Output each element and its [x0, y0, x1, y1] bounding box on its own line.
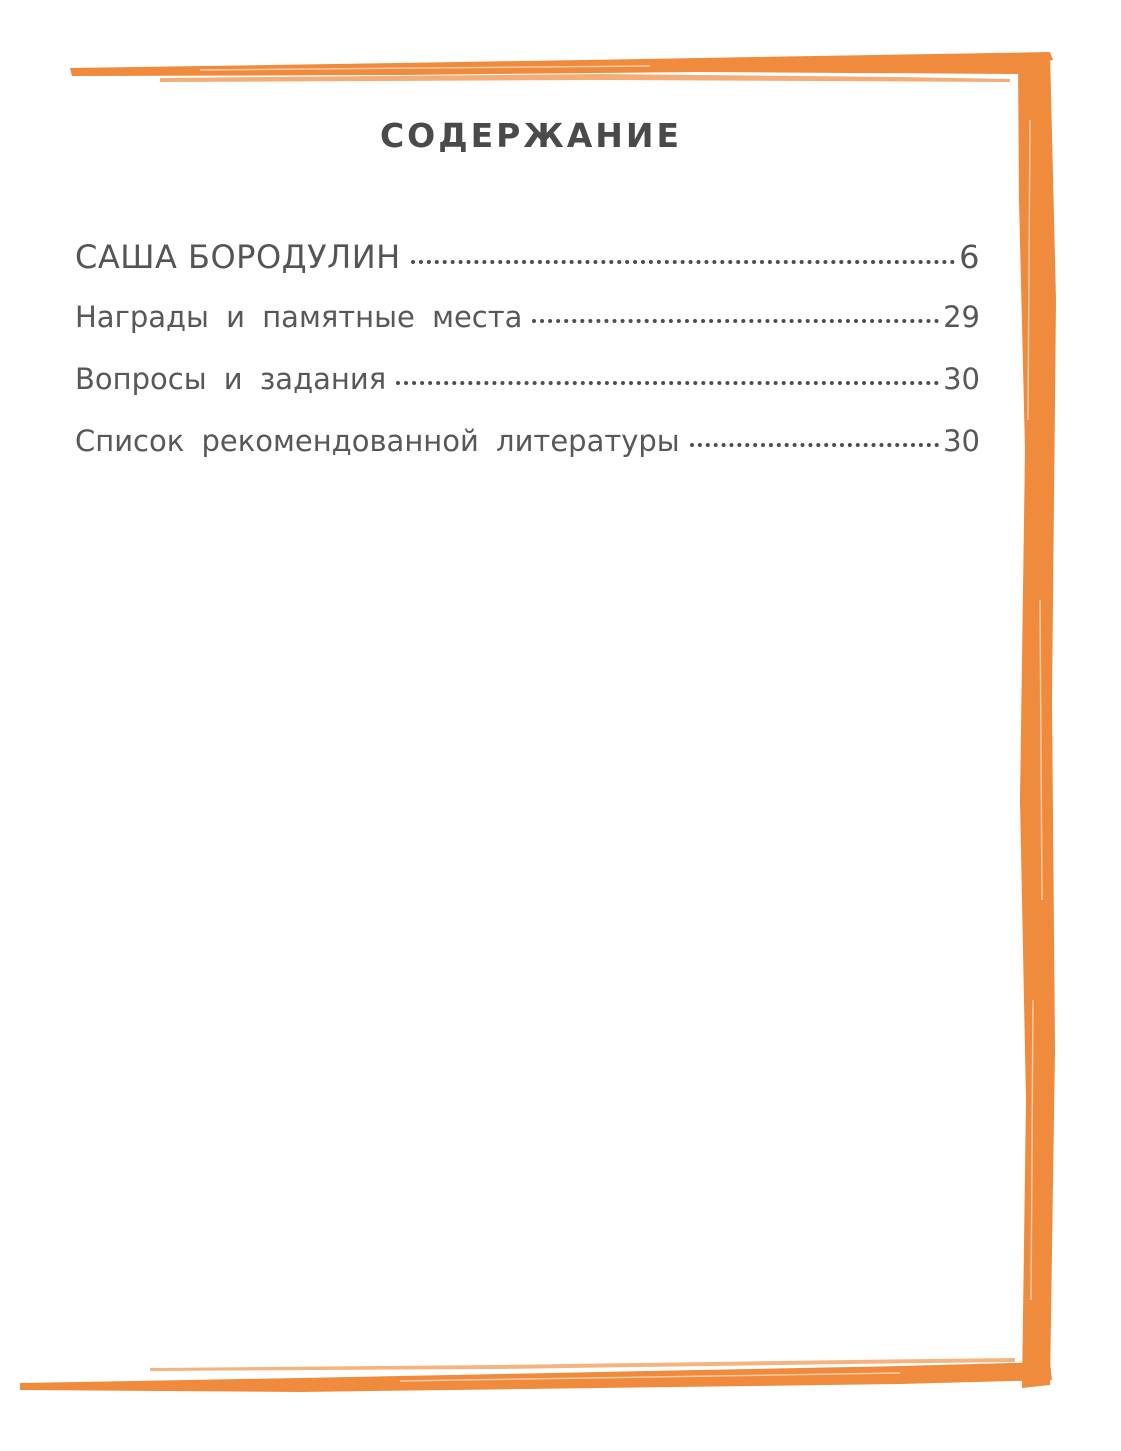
toc-leader-dots [411, 260, 955, 264]
toc-entry-title: Список рекомендованной литературы [75, 424, 680, 458]
toc-entry-title: Вопросы и задания [75, 362, 387, 396]
toc-entry [75, 300, 980, 362]
toc-leader-dots [690, 443, 939, 447]
toc-entry-page: 6 [959, 238, 980, 276]
table-of-contents [75, 238, 980, 486]
toc-entry-page: 30 [943, 424, 980, 458]
toc-leader-dots [396, 381, 939, 385]
page-title: СОДЕРЖАНИЕ [379, 116, 683, 155]
toc-leader-dots [532, 319, 939, 323]
toc-entry [75, 238, 980, 300]
frame-bottom-accent [150, 1358, 1015, 1371]
frame-bottom [20, 1362, 1052, 1392]
frame-right [1018, 52, 1056, 1388]
frame-top-accent [160, 74, 1010, 82]
toc-entry [75, 424, 980, 486]
toc-entry [75, 362, 980, 424]
toc-entry-page: 29 [943, 300, 980, 334]
toc-entry-page: 30 [943, 362, 980, 396]
frame-top [70, 52, 1053, 76]
toc-entry-title: Награды и памятные места [75, 300, 523, 334]
toc-entry-title: САША БОРОДУЛИН [75, 238, 401, 276]
